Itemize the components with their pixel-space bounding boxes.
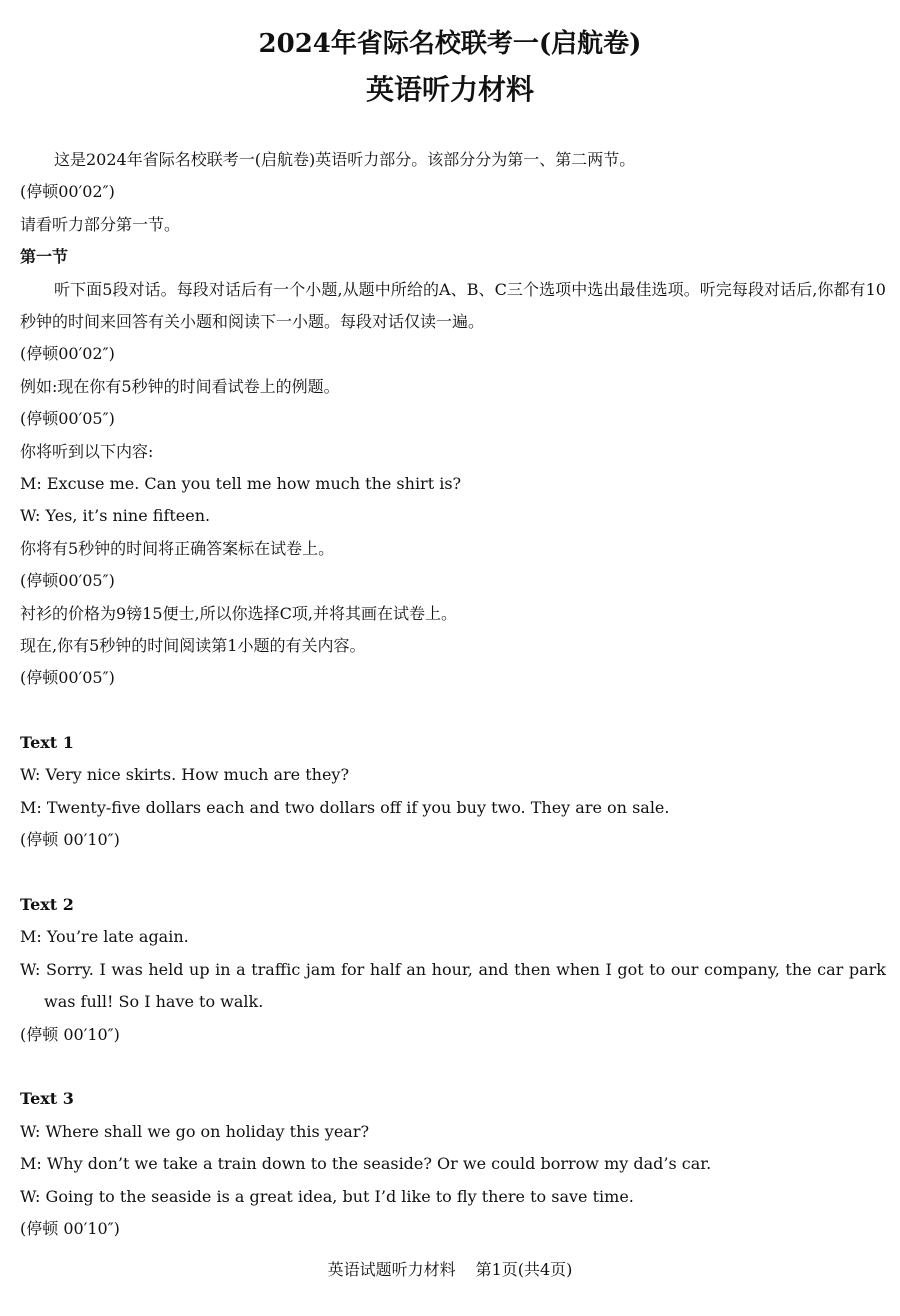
document-body xyxy=(20,144,886,1245)
instructions-paragraph: 听下面5段对话。每段对话后有一个小题,从题中所给的A、B、C三个选项中选出最佳选项。听完每段对话后,你都有10秒钟的时间来回答有关小题和阅读下一小题。每段对话仅读一遍。 xyxy=(20,279,886,331)
listening-cue: 你将听到以下内容: xyxy=(20,441,154,461)
dialogue-line: M: You’re late again. xyxy=(20,927,189,947)
example-dialogue-line: W: Yes, it’s nine fifteen. xyxy=(20,506,211,526)
pause-marker: (停顿 00′10″) xyxy=(20,1219,120,1239)
exam-title: 2024年省际名校联考一(启航卷) xyxy=(258,29,642,59)
pause-marker: (停顿00′02″) xyxy=(20,182,115,202)
pause-marker: (停顿00′05″) xyxy=(20,409,115,429)
reading-instruction: 现在,你有5秒钟的时间阅读第1小题的有关内容。 xyxy=(20,635,366,655)
text-block-1 xyxy=(20,727,886,857)
material-title: 英语听力材料 xyxy=(365,73,534,106)
text-block-3 xyxy=(20,1083,886,1245)
footer-doc-name: 英语试题听力材料 xyxy=(327,1260,456,1279)
pause-marker: (停顿00′05″) xyxy=(20,571,115,591)
answer-instruction: 你将有5秒钟的时间将正确答案标在试卷上。 xyxy=(20,538,335,558)
spacer xyxy=(20,695,886,727)
text-heading: Text 3 xyxy=(20,1089,74,1109)
example-dialogue-line: M: Excuse me. Can you tell me how much the shirt is? xyxy=(20,473,462,493)
page-footer xyxy=(0,1254,900,1286)
text-heading: Text 1 xyxy=(20,733,74,753)
intro-paragraph: 这是2024年省际名校联考一(启航卷)英语听力部分。该部分分为第一、第二两节。 xyxy=(54,150,636,169)
dialogue-line: M: Twenty-five dollars each and two dollars off if you buy two. They are on sale. xyxy=(20,797,670,817)
spacer xyxy=(20,1051,886,1083)
example-intro: 例如:现在你有5秒钟的时间看试卷上的例题。 xyxy=(20,376,340,396)
example-explanation: 衬衫的价格为9镑15便士,所以你选择C项,并将其画在试卷上。 xyxy=(20,603,457,623)
pause-marker: (停顿00′05″) xyxy=(20,668,115,688)
section-heading: 第一节 xyxy=(20,247,69,267)
pause-marker: (停顿 00′10″) xyxy=(20,1024,120,1044)
pause-marker: (停顿 00′10″) xyxy=(20,830,120,850)
dialogue-line: W: Going to the seaside is a great idea, but I’d like to fly there to save time. xyxy=(20,1186,634,1206)
dialogue-line: W: Sorry. I was held up in a traffic jam for half an hour, and then when I got to our company, the car park was full! So I have to walk. xyxy=(20,959,886,1012)
dialogue-line: W: Where shall we go on holiday this year? xyxy=(20,1121,370,1141)
dialogue-line: M: Why don’t we take a train down to the seaside? Or we could borrow my dad’s car. xyxy=(20,1154,712,1174)
dialogue-line: W: Very nice skirts. How much are they? xyxy=(20,765,350,785)
spacer xyxy=(20,857,886,889)
text-block-2 xyxy=(20,889,886,1051)
footer-page-number: 第1页(共4页) xyxy=(475,1260,573,1279)
pause-marker: (停顿00′02″) xyxy=(20,344,115,364)
text-heading: Text 2 xyxy=(20,895,74,915)
section-prompt: 请看听力部分第一节。 xyxy=(20,214,181,234)
